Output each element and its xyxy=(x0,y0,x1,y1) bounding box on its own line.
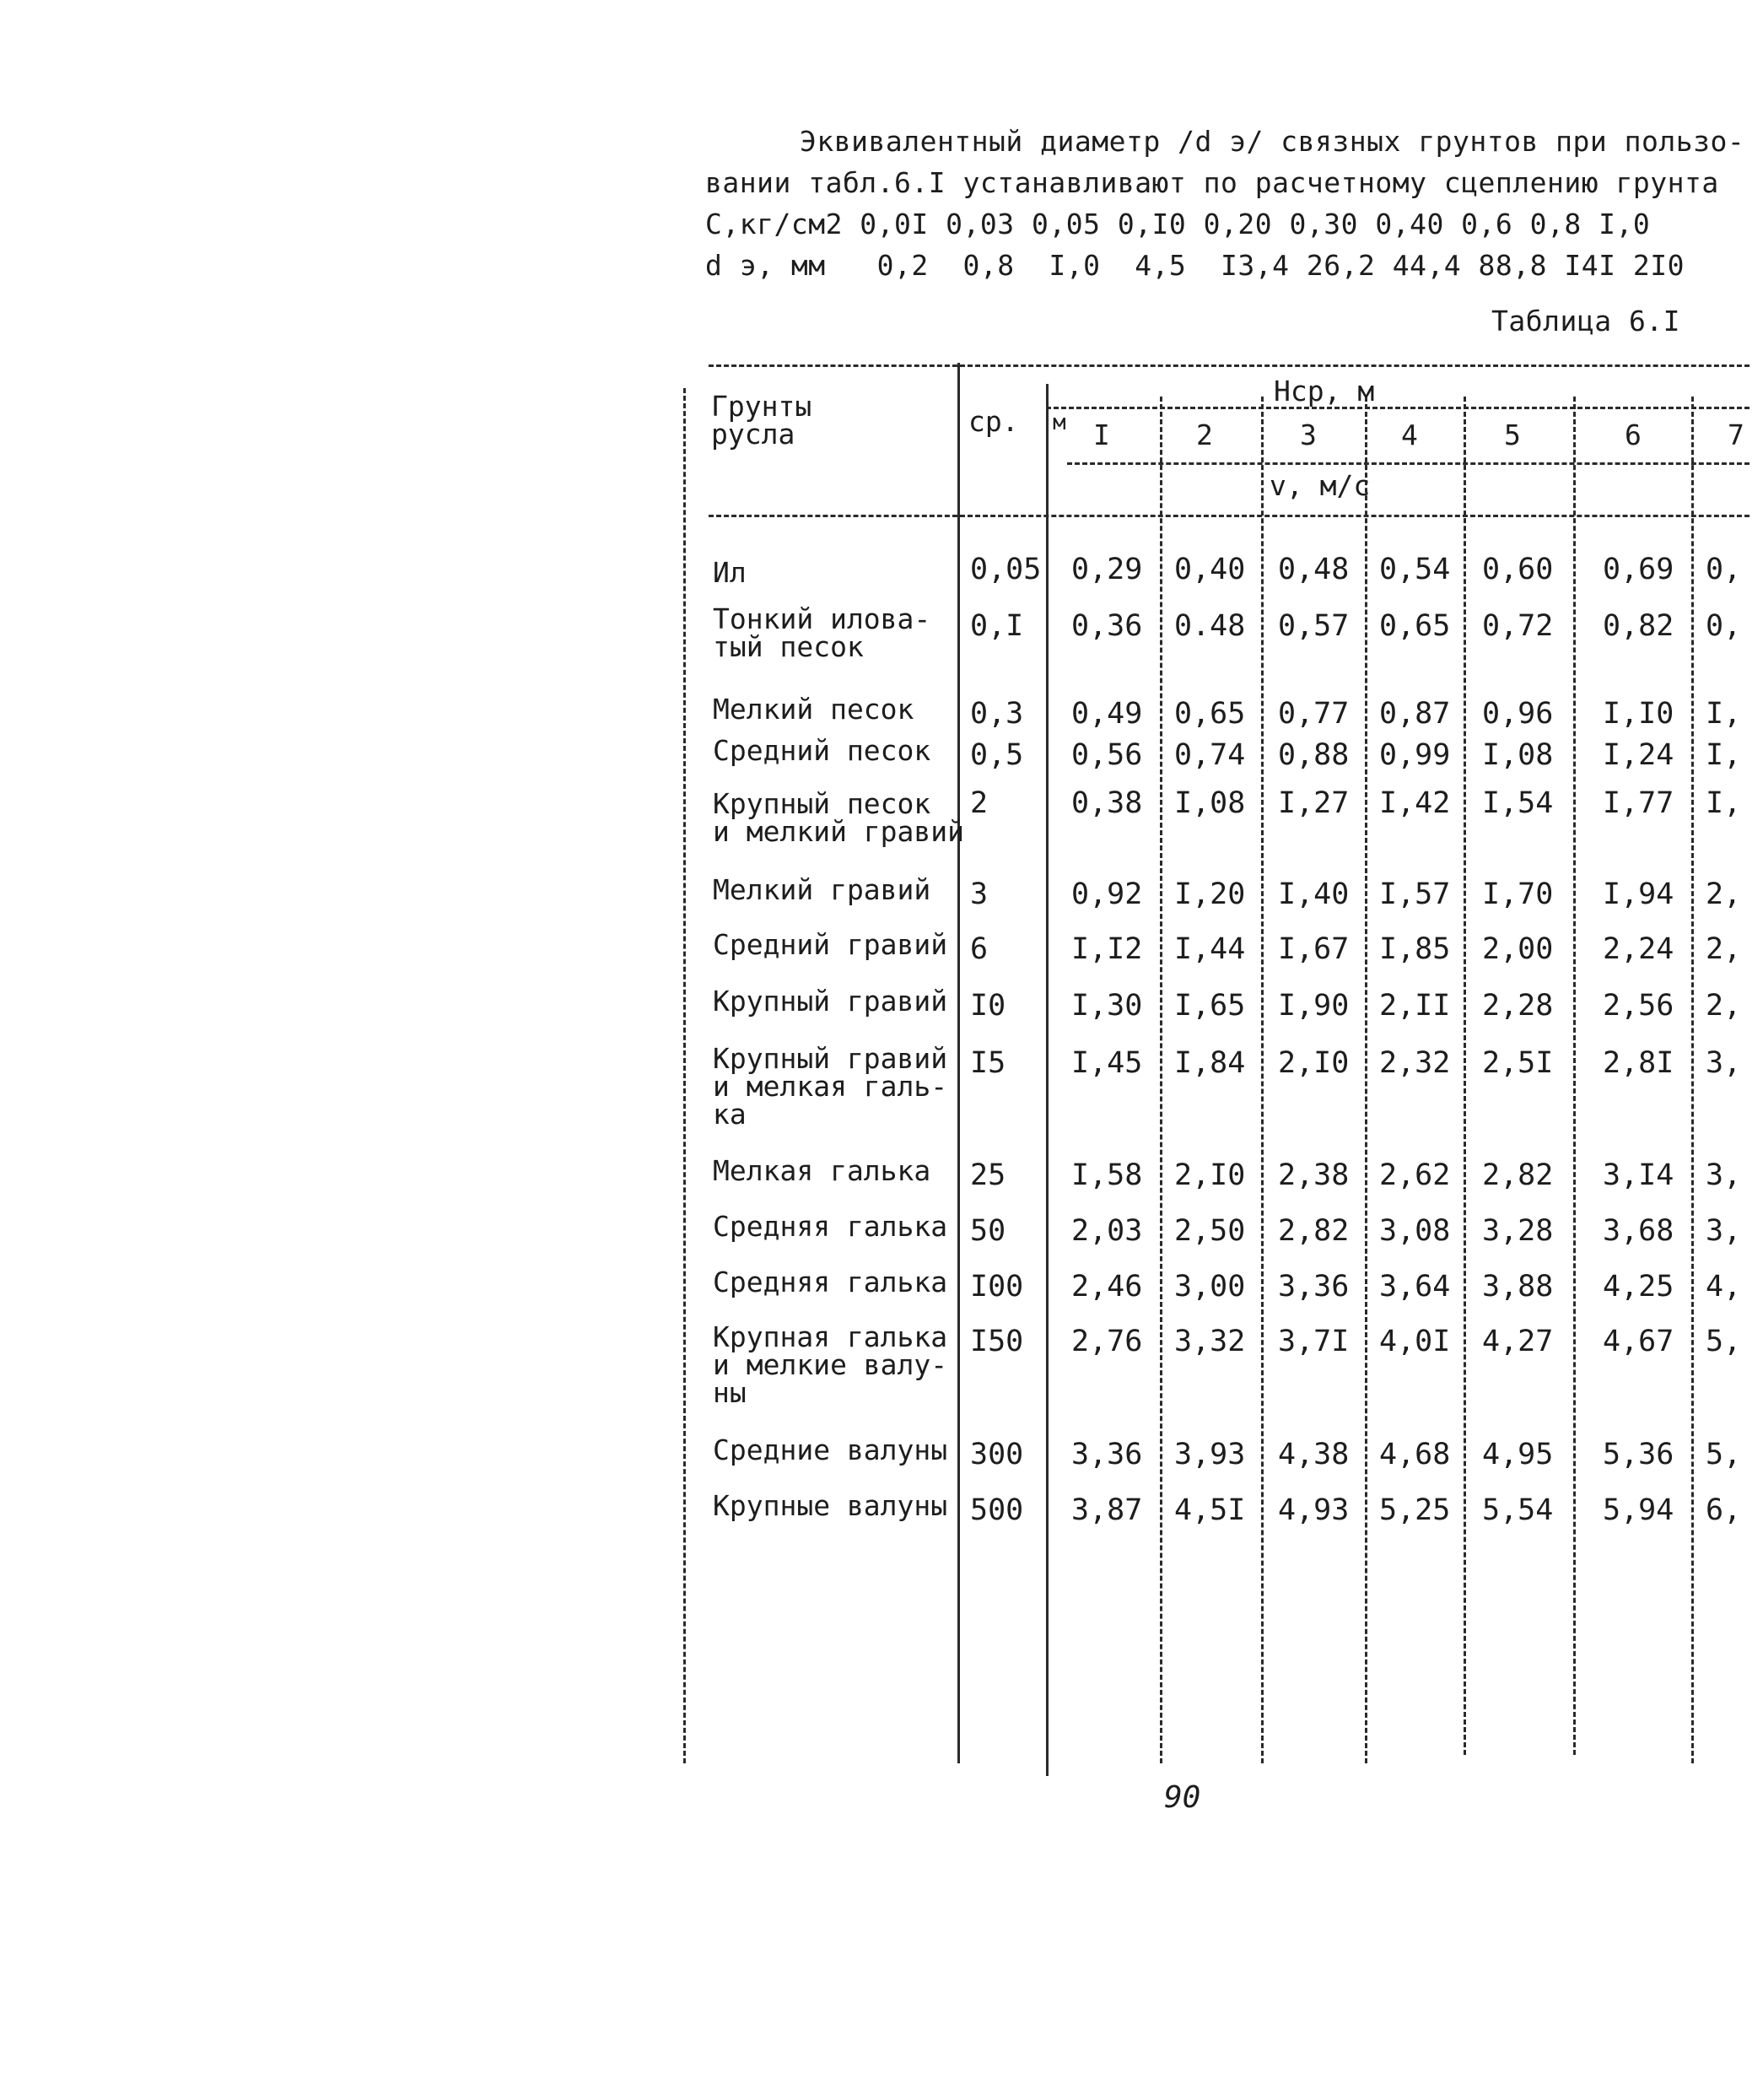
velocity-cell: I,44 xyxy=(1174,932,1246,966)
header-bottom-rule xyxy=(709,515,1750,517)
velocity-cell: 0,49 xyxy=(1071,697,1143,731)
velocity-cell: 2,82 xyxy=(1482,1158,1554,1192)
soil-name: Мелкий гравий xyxy=(713,873,931,906)
velocity-cell: 0,40 xyxy=(1174,553,1246,586)
velocity-cell: 4,25 xyxy=(1603,1270,1674,1304)
intro-line-4: d э, мм 0,2 0,8 I,0 4,5 I3,4 26,2 44,4 88,8 I4I 2I0 xyxy=(705,249,1685,282)
velocity-cell: 0,92 xyxy=(1071,877,1143,911)
header-mean-depth: Нср, м xyxy=(1274,375,1375,408)
velocity-cell: 2,24 xyxy=(1603,932,1674,966)
soil-name: Крупный песок и мелкий гравий xyxy=(713,787,965,848)
velocity-cell: 2,8I xyxy=(1603,1046,1674,1080)
velocity-cell: 3,28 xyxy=(1482,1214,1554,1248)
velocity-cell: 3, xyxy=(1706,1046,1742,1080)
diameter-cell: 0,05 xyxy=(970,553,1042,586)
velocity-cell: I,08 xyxy=(1174,786,1246,820)
velocity-cell: 5, xyxy=(1706,1325,1742,1358)
velocity-cell: 2,32 xyxy=(1379,1046,1451,1080)
velocity-cell: 5,54 xyxy=(1482,1493,1554,1527)
velocity-cell: 3,68 xyxy=(1603,1214,1674,1248)
velocity-cell: I,85 xyxy=(1379,932,1451,966)
velocity-cell: 0,69 xyxy=(1603,553,1674,586)
velocity-cell: I,20 xyxy=(1174,877,1246,911)
velocity-cell: 6, xyxy=(1706,1493,1742,1527)
velocity-cell: 0,82 xyxy=(1603,609,1674,643)
velocity-cell: 5,25 xyxy=(1379,1493,1451,1527)
soil-name: Крупный гравий и мелкая галь- ка xyxy=(713,1042,948,1131)
velocity-cell: 0,77 xyxy=(1278,697,1350,731)
diameter-cell: I00 xyxy=(970,1270,1024,1304)
velocity-cell: 2, xyxy=(1706,989,1742,1023)
velocity-cell: 0,96 xyxy=(1482,697,1554,731)
velocity-cell: I, xyxy=(1706,697,1742,731)
velocity-cell: 0,56 xyxy=(1071,738,1143,772)
col-sep-v6-v7 xyxy=(1691,397,1694,1763)
velocity-cell: I,58 xyxy=(1071,1158,1143,1192)
velocity-cell: 0,60 xyxy=(1482,553,1554,586)
velocity-cell: 0, xyxy=(1706,609,1742,643)
header-rule-depths xyxy=(1046,407,1750,409)
velocity-cell: 0,65 xyxy=(1379,609,1451,643)
velocity-cell: I,94 xyxy=(1603,877,1674,911)
velocity-cell: 2,62 xyxy=(1379,1158,1451,1192)
soil-name: Крупный гравий xyxy=(713,985,948,1018)
velocity-cell: 0,57 xyxy=(1278,609,1350,643)
soil-name: Мелкая галька xyxy=(713,1154,931,1187)
diameter-cell: 2 xyxy=(970,786,989,820)
velocity-cell: 0,36 xyxy=(1071,609,1143,643)
diameter-cell: 3 xyxy=(970,877,989,911)
velocity-cell: 3,87 xyxy=(1071,1493,1143,1527)
velocity-cell: I,90 xyxy=(1278,989,1350,1023)
velocity-cell: 0,74 xyxy=(1174,738,1246,772)
velocity-cell: 0,54 xyxy=(1379,553,1451,586)
velocity-cell: I,30 xyxy=(1071,989,1143,1023)
velocity-cell: 2,76 xyxy=(1071,1325,1143,1358)
diameter-cell: 50 xyxy=(970,1214,1006,1248)
soil-name: Средние валуны xyxy=(713,1433,948,1466)
velocity-cell: 3,36 xyxy=(1278,1270,1350,1304)
table-caption: Таблица 6.I xyxy=(1491,305,1681,337)
velocity-cell: I,77 xyxy=(1603,786,1674,820)
table-top-rule xyxy=(709,364,1750,367)
depth-header-7: 7 xyxy=(1728,418,1744,451)
header-unit-m: м xyxy=(1053,410,1066,435)
velocity-cell: 2,38 xyxy=(1278,1158,1350,1192)
soil-name: Ил xyxy=(713,556,747,589)
velocity-cell: I,45 xyxy=(1071,1046,1143,1080)
velocity-cell: 2,I0 xyxy=(1174,1158,1246,1192)
intro-line-3: С,кг/см2 0,0I 0,03 0,05 0,I0 0,20 0,30 0,40 0,6 0,8 I,0 xyxy=(705,208,1651,240)
velocity-cell: 3, xyxy=(1706,1158,1742,1192)
diameter-cell: 0,I xyxy=(970,609,1024,643)
velocity-cell: I, xyxy=(1706,738,1742,772)
velocity-cell: I,70 xyxy=(1482,877,1554,911)
diameter-cell: 6 xyxy=(970,932,989,966)
velocity-cell: 2,50 xyxy=(1174,1214,1246,1248)
velocity-cell: 4,93 xyxy=(1278,1493,1350,1527)
velocity-cell: 3,64 xyxy=(1379,1270,1451,1304)
velocity-cell: 3, xyxy=(1706,1214,1742,1248)
col-sep-name-d xyxy=(957,363,960,1763)
velocity-cell: 0,72 xyxy=(1482,609,1554,643)
soil-name: Средний гравий xyxy=(713,928,948,961)
velocity-cell: I,24 xyxy=(1603,738,1674,772)
depth-header-1: I xyxy=(1093,418,1110,451)
diameter-cell: 300 xyxy=(970,1438,1024,1471)
velocity-cell: 3,08 xyxy=(1379,1214,1451,1248)
velocity-cell: I,I0 xyxy=(1603,697,1674,731)
velocity-cell: I,27 xyxy=(1278,786,1350,820)
velocity-cell: 2,03 xyxy=(1071,1214,1143,1248)
diameter-cell: I50 xyxy=(970,1325,1024,1358)
velocity-cell: 0,87 xyxy=(1379,697,1451,731)
velocity-cell: I,57 xyxy=(1379,877,1451,911)
velocity-cell: 3,36 xyxy=(1071,1438,1143,1471)
depth-header-4: 4 xyxy=(1401,418,1418,451)
diameter-cell: I0 xyxy=(970,989,1006,1023)
velocity-cell: 3,93 xyxy=(1174,1438,1246,1471)
velocity-cell: 0,99 xyxy=(1379,738,1451,772)
page-number: 90 xyxy=(1164,1780,1201,1815)
velocity-cell: 2,82 xyxy=(1278,1214,1350,1248)
velocity-cell: 0,65 xyxy=(1174,697,1246,731)
velocity-cell: 3,7I xyxy=(1278,1325,1350,1358)
soil-name: Средняя галька xyxy=(713,1210,948,1243)
diameter-cell: I5 xyxy=(970,1046,1006,1080)
col-sep-v3-v4 xyxy=(1365,397,1367,1763)
diameter-cell: 0,5 xyxy=(970,738,1024,772)
velocity-cell: I,84 xyxy=(1174,1046,1246,1080)
velocity-cell: 0.48 xyxy=(1174,609,1246,643)
velocity-cell: 4,68 xyxy=(1379,1438,1451,1471)
header-rule-velocity xyxy=(1067,462,1750,465)
velocity-cell: 2, xyxy=(1706,932,1742,966)
velocity-cell: 4,0I xyxy=(1379,1325,1451,1358)
soil-name: Средняя галька xyxy=(713,1266,948,1298)
diameter-cell: 25 xyxy=(970,1158,1006,1192)
intro-line-1: Эквивалентный диаметр /d э/ связных грунтов при пользо- xyxy=(800,125,1745,158)
col-sep-v2-v3 xyxy=(1261,397,1264,1763)
table-left-edge xyxy=(683,388,686,1763)
velocity-cell: 3,I4 xyxy=(1603,1158,1674,1192)
velocity-cell: 2,II xyxy=(1379,989,1451,1023)
depth-header-2: 2 xyxy=(1196,418,1213,451)
velocity-cell: I,40 xyxy=(1278,877,1350,911)
velocity-cell: 2,56 xyxy=(1603,989,1674,1023)
diameter-cell: 0,3 xyxy=(970,697,1024,731)
velocity-cell: 0,29 xyxy=(1071,553,1143,586)
soil-name: Мелкий песок xyxy=(713,693,914,726)
velocity-cell: 2,46 xyxy=(1071,1270,1143,1304)
velocity-cell: 4,95 xyxy=(1482,1438,1554,1471)
velocity-cell: 5,36 xyxy=(1603,1438,1674,1471)
depth-header-6: 6 xyxy=(1625,418,1642,451)
velocity-cell: 2,5I xyxy=(1482,1046,1554,1080)
velocity-cell: 0,48 xyxy=(1278,553,1350,586)
depth-header-5: 5 xyxy=(1504,418,1521,451)
velocity-cell: 0,38 xyxy=(1071,786,1143,820)
diameter-cell: 500 xyxy=(970,1493,1024,1527)
velocity-cell: 0,88 xyxy=(1278,738,1350,772)
velocity-cell: 4,5I xyxy=(1174,1493,1246,1527)
velocity-cell: I,I2 xyxy=(1071,932,1143,966)
velocity-cell: 3,88 xyxy=(1482,1270,1554,1304)
velocity-cell: 4,27 xyxy=(1482,1325,1554,1358)
velocity-cell: 4,38 xyxy=(1278,1438,1350,1471)
col-sep-v1-v2 xyxy=(1160,397,1162,1763)
soil-name: Средний песок xyxy=(713,734,931,767)
soil-name: Тонкий илова- тый песок xyxy=(713,602,931,663)
intro-line-2: вании табл.6.I устанавливают по расчетному сцеплению грунта xyxy=(705,166,1719,199)
col-sep-v4-v5 xyxy=(1464,397,1466,1755)
col-sep-v5-v6 xyxy=(1573,397,1576,1755)
col-sep-d-v1 xyxy=(1046,384,1049,1776)
velocity-cell: I,67 xyxy=(1278,932,1350,966)
velocity-cell: 4,67 xyxy=(1603,1325,1674,1358)
header-mean-diameter: ср. xyxy=(968,405,1019,438)
header-soil-type: Грунты русла xyxy=(711,390,812,451)
velocity-cell: I,54 xyxy=(1482,786,1554,820)
velocity-cell: 4, xyxy=(1706,1270,1742,1304)
velocity-cell: 3,00 xyxy=(1174,1270,1246,1304)
velocity-cell: I,65 xyxy=(1174,989,1246,1023)
velocity-cell: 5, xyxy=(1706,1438,1742,1471)
depth-header-3: 3 xyxy=(1300,418,1317,451)
velocity-cell: 3,32 xyxy=(1174,1325,1246,1358)
velocity-cell: 5,94 xyxy=(1603,1493,1674,1527)
velocity-cell: 2, xyxy=(1706,877,1742,911)
velocity-cell: I,42 xyxy=(1379,786,1451,820)
velocity-cell: 2,I0 xyxy=(1278,1046,1350,1080)
velocity-cell: I,08 xyxy=(1482,738,1554,772)
header-velocity: v, м/с xyxy=(1270,469,1371,502)
velocity-cell: 0, xyxy=(1706,553,1742,586)
velocity-cell: I, xyxy=(1706,786,1742,820)
soil-name: Крупные валуны xyxy=(713,1489,948,1522)
soil-name: Крупная галька и мелкие валу- ны xyxy=(713,1320,948,1409)
velocity-cell: 2,00 xyxy=(1482,932,1554,966)
velocity-cell: 2,28 xyxy=(1482,989,1554,1023)
